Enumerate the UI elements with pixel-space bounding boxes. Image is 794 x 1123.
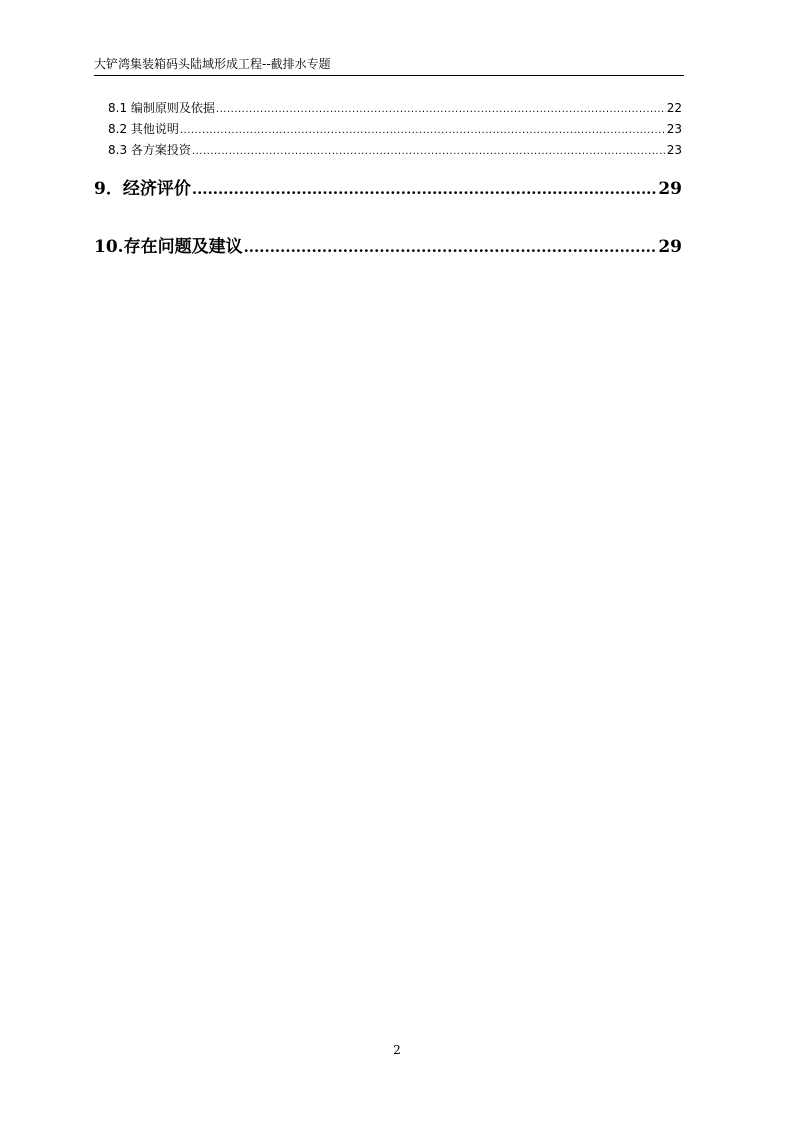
toc-entry-label: 8.3 各方案投资 [108, 143, 191, 157]
toc-leader-dots [192, 140, 666, 162]
toc-entry-8-1[interactable] [108, 98, 682, 119]
header-title: 大铲湾集装箱码头陆域形成工程--截排水专题 [94, 57, 331, 71]
toc-entry-page: 23 [666, 122, 682, 136]
toc-leader-dots [244, 233, 658, 261]
toc-entry-page: 23 [666, 143, 682, 157]
toc-leader-dots [180, 119, 666, 141]
toc-entry-page: 29 [658, 237, 682, 257]
toc-leader-dots [192, 175, 657, 203]
page-number: 2 [393, 1043, 401, 1057]
page-header [94, 55, 684, 76]
toc-entry-page: 22 [666, 101, 682, 115]
toc-entry-label: 10.存在问题及建议 [94, 237, 243, 257]
toc-entry-label: 8.1 编制原则及依据 [108, 101, 215, 115]
table-of-contents [94, 98, 682, 261]
toc-leader-dots [216, 98, 666, 120]
toc-entry-8-3[interactable] [108, 140, 682, 161]
toc-entry-label: 8.2 其他说明 [108, 122, 179, 136]
toc-entry-10[interactable] [94, 233, 682, 261]
toc-entry-page: 29 [658, 179, 682, 199]
toc-entry-8-2[interactable] [108, 119, 682, 140]
toc-entry-label: 9．经济评价 [94, 179, 191, 199]
toc-entry-9[interactable] [94, 175, 682, 203]
